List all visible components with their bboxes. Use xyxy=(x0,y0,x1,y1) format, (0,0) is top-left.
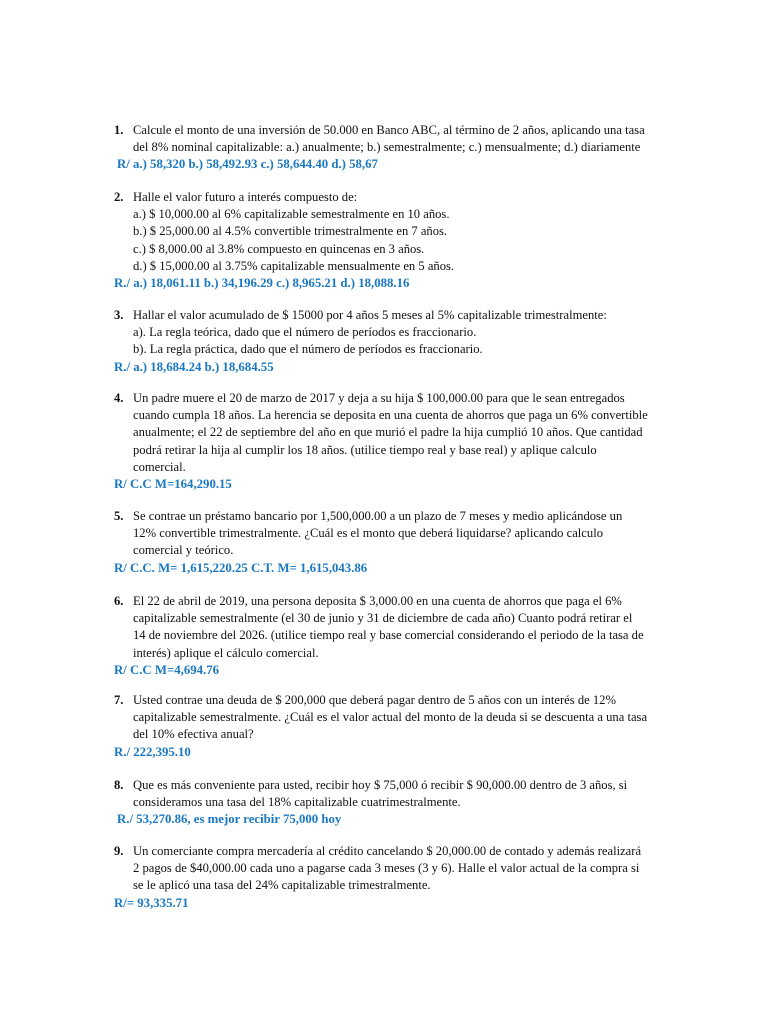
problem-9-question xyxy=(114,843,684,895)
problem-6 xyxy=(114,593,684,679)
problem-4 xyxy=(114,390,684,493)
problem-6-number: 6. xyxy=(114,594,124,608)
problem-4-line-3: anualmente; el 22 de septiembre del año en que murió el padre la hija cumplió 10 años. Que cantidad xyxy=(133,425,643,440)
problem-3-answer: R./ a.) 18,684.24 b.) 18,684.55 xyxy=(114,359,274,374)
problem-8 xyxy=(114,777,684,829)
problem-2-line-3: b.) $ 25,000.00 al 4.5% convertible trimestralmente en 7 años. xyxy=(133,224,448,239)
problem-9-line-1: Un comerciante compra mercadería al crédito cancelando $ 20,000.00 de contado y además realizará xyxy=(133,844,642,858)
problem-3-line-2: a). La regla teórica, dado que el número de períodos es fraccionario. xyxy=(133,325,477,340)
problem-3-line-1: Hallar el valor acumulado de $ 15000 por 4 años 5 meses al 5% capitalizable trimestralmente: xyxy=(133,308,607,322)
problem-1-line-1: Calcule el monto de una inversión de 50.000 en Banco ABC, al término de 2 años, aplicando una tasa xyxy=(133,123,645,137)
problem-6-question xyxy=(114,593,684,662)
problem-5-line-1: Se contrae un préstamo bancario por 1,500,000.00 a un plazo de 7 meses y medio aplicándose un xyxy=(133,509,623,523)
problem-6-line-4: interés) aplique el cálculo comercial. xyxy=(133,645,319,660)
problem-1-number: 1. xyxy=(114,123,124,137)
problem-4-question xyxy=(114,390,684,476)
problem-6-line-1: El 22 de abril de 2019, una persona deposita $ 3,000.00 en una cuenta de ahorros que paga el 6% xyxy=(133,594,622,608)
problem-1-line-2: del 8% nominal capitalizable: a.) anualmente; b.) semestralmente; c.) mensualmente; d.) diariamente xyxy=(133,140,641,155)
problem-4-line-5: comercial. xyxy=(133,459,186,474)
problem-7-line-1: Usted contrae una deuda de $ 200,000 que deberá pagar dentro de 5 años con un interés de 12% xyxy=(133,693,616,707)
problem-4-number: 4. xyxy=(114,391,124,405)
problem-9-line-2: 2 pagos de $40,000.00 cada uno a pagarse cada 3 meses (3 y 6). Halle el valor actual de la compra si xyxy=(133,861,640,876)
problem-3 xyxy=(114,307,684,376)
problem-2-number: 2. xyxy=(114,190,124,204)
problem-9-answer: R/= 93,335.71 xyxy=(114,895,189,910)
problem-4-line-2: cuando cumpla 18 años. La herencia se deposita en una cuenta de ahorros que paga un 6% convertible xyxy=(133,408,648,423)
problem-6-line-2: capitalizable semestralmente (el 30 de junio y 31 de diciembre de cada año) Cuanto podrá retirar el xyxy=(133,611,633,626)
problem-5-number: 5. xyxy=(114,509,124,523)
problem-3-question xyxy=(114,307,684,359)
problem-8-number: 8. xyxy=(114,778,124,792)
problem-3-number: 3. xyxy=(114,308,124,322)
problem-9-number: 9. xyxy=(114,844,124,858)
problem-8-line-2: consideramos una tasa del 18% capitalizable cuatrimestralmente. xyxy=(133,795,461,810)
problem-5-answer: R/ C.C. M= 1,615,220.25 C.T. M= 1,615,043.86 xyxy=(114,560,368,575)
problem-6-answer: R/ C.C M=4,694.76 xyxy=(114,662,220,677)
problem-7-line-2: capitalizable semestralmente. ¿Cuál es el valor actual del monto de la deuda si se descuenta a una tasa xyxy=(133,710,648,725)
problem-7-number: 7. xyxy=(114,693,124,707)
problem-2 xyxy=(114,189,684,292)
problem-5-line-3: comercial y teórico. xyxy=(133,543,234,558)
problem-1-question xyxy=(114,122,684,156)
problem-8-line-1: Que es más conveniente para usted, recibir hoy $ 75,000 ó recibir $ 90,000.00 dentro de 3 años, si xyxy=(133,778,628,792)
problem-8-answer: R./ 53,270.86, es mejor recibir 75,000 hoy xyxy=(117,812,342,827)
problem-5-question xyxy=(114,508,684,560)
problem-7-line-3: del 10% efectiva anual? xyxy=(133,727,254,742)
problem-2-line-1: Halle el valor futuro a interés compuesto de: xyxy=(133,190,358,204)
problem-7-answer: R./ 222,395.10 xyxy=(114,744,191,759)
problem-7 xyxy=(114,692,684,761)
problem-4-line-4: podrá retirar la hija al cumplir los 18 años. (utilice tiempo real y base real) y aplique calculo xyxy=(133,442,597,457)
problem-7-question xyxy=(114,692,684,744)
problem-2-line-4: c.) $ 8,000.00 al 3.8% compuesto en quincenas en 3 años. xyxy=(133,241,425,256)
problem-3-line-3: b). La regla práctica, dado que el número de períodos es fraccionario. xyxy=(133,342,483,357)
problem-2-line-5: d.) $ 15,000.00 al 3.75% capitalizable mensualmente en 5 años. xyxy=(133,258,455,273)
problem-9 xyxy=(114,843,684,912)
problem-8-question xyxy=(114,777,684,811)
problem-1-answer: R/ a.) 58,320 b.) 58,492.93 c.) 58,644.40 d.) 58,67 xyxy=(117,157,378,172)
problem-6-line-3: 14 de noviembre del 2026. (utilice tiempo real y base comercial considerando el periodo de la tasa de xyxy=(133,628,644,643)
problem-5-line-2: 12% convertible trimestralmente. ¿Cuál es el monto que deberá liquidarse? aplicando calculo xyxy=(133,526,603,541)
problem-2-line-2: a.) $ 10,000.00 al 6% capitalizable semestralmente en 10 años. xyxy=(133,207,450,222)
problem-1 xyxy=(114,122,684,174)
problem-2-answer: R./ a.) 18,061.11 b.) 34,196.29 c.) 8,965.21 d.) 18,088.16 xyxy=(114,276,410,291)
problem-9-line-3: se le aplicó una tasa del 24% capitalizable trimestralmente. xyxy=(133,878,431,893)
problem-5 xyxy=(114,508,684,577)
problem-4-line-1: Un padre muere el 20 de marzo de 2017 y deja a su hija $ 100,000.00 para que le sean entregados xyxy=(133,391,625,405)
problem-4-answer: R/ C.C M=164,290.15 xyxy=(114,477,232,492)
problem-2-question xyxy=(114,189,684,275)
